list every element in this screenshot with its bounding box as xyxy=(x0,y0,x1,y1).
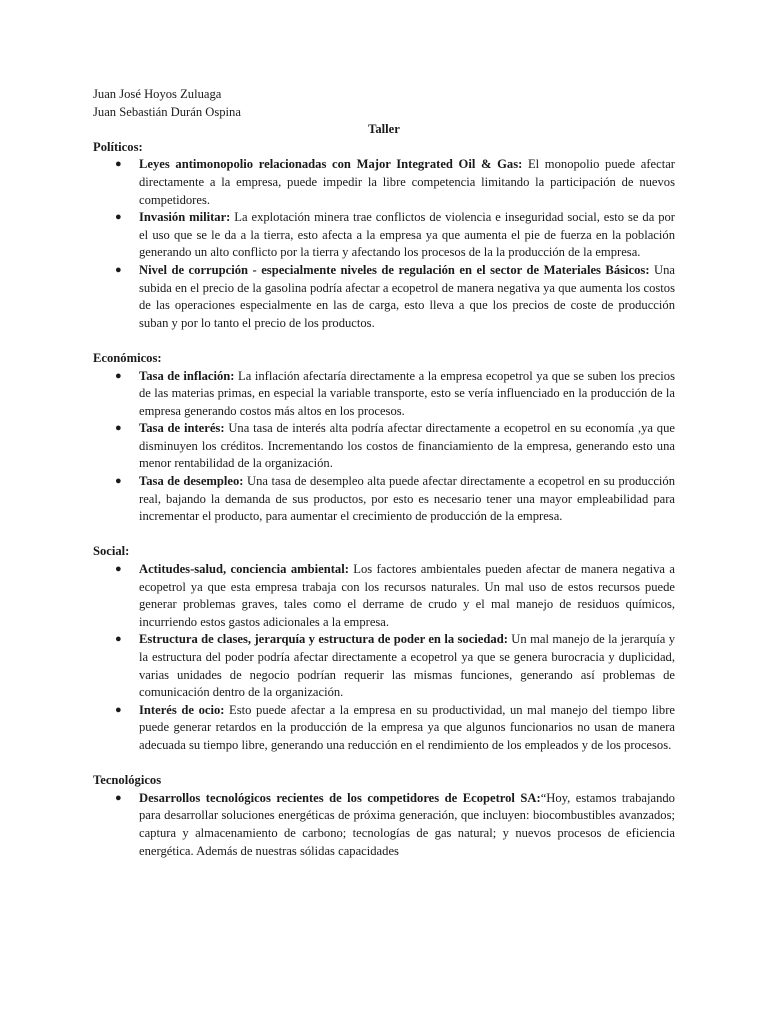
section-spacer xyxy=(93,526,675,544)
item-text: Una tasa de desempleo alta puede afectar directamente a ecopetrol en su producción real, bajando la demanda de sus productos, por esto es necesario tener una mayor empleabilidad para incrementar el producto, para aumentar el crecimiento de producción de la empresa. xyxy=(139,474,675,524)
item-text: Los factores ambientales pueden afectar de manera negativa a ecopetrol ya que esta empresa trabaja con los recursos naturales. Un mal uso de estos recursos puede generar problemas graves, tales como el derrame de crudo y el mal manejo de residuos químicos, incurriendo estos gastos adicionales a la empresa. xyxy=(139,562,675,629)
list-item xyxy=(93,209,675,262)
bullet-list xyxy=(93,156,675,332)
list-item xyxy=(93,631,675,701)
item-term: Estructura de clases, jerarquía y estructura de poder en la sociedad: xyxy=(139,632,508,647)
item-text: “Hoy, estamos trabajando para desarrollar soluciones energéticas de próxima generación, que incluyen: biocombustibles avanzados; captura y almacenamiento de carbono; tecnologías de gas natural; y nuevos procesos de eficiencia energética. Además de nuestras sólidas capacidades xyxy=(139,790,675,858)
section-spacer xyxy=(93,332,675,350)
item-text: Una subida en el precio de la gasolina podría afectar a ecopetrol de manera negativa ya que aumenta los costos de las operaciones especialmente en las de carga, esto lleva a que los precios de coste de producción suban y por lo tanto el precio de los productos. xyxy=(139,262,675,330)
section-heading: Políticos: xyxy=(93,139,143,154)
item-term: Tasa de inflación: xyxy=(139,368,235,383)
list-item xyxy=(93,368,675,421)
sections-container xyxy=(93,139,675,860)
section-spacer xyxy=(93,755,675,773)
list-item xyxy=(93,561,675,631)
item-term: Interés de ocio: xyxy=(139,702,225,717)
list-item xyxy=(93,473,675,526)
item-term: Nivel de corrupción - especialmente niveles de regulación en el sector de Materiales Básicos: xyxy=(139,262,650,277)
bullet-icon: ● xyxy=(115,633,122,646)
document-body xyxy=(93,86,675,860)
author-1: Juan José Hoyos Zuluaga xyxy=(93,87,222,101)
author-2: Juan Sebastián Durán Ospina xyxy=(93,104,241,119)
item-text: Un mal manejo de la jerarquía y la estructura del poder podría afectar directamente a ecopetrol ya que se genera burocracia y duplicidad, varias unidades de negocio podrían requerir las mismas funciones, generando así problemas de comunicación dentro de la organización. xyxy=(139,632,676,700)
bullet-icon: ● xyxy=(115,422,122,435)
section-heading: Social: xyxy=(93,544,130,559)
item-term: Leyes antimonopolio relacionadas con Major Integrated Oil & Gas: xyxy=(139,157,523,172)
bullet-icon: ● xyxy=(115,211,122,224)
item-text: Una tasa de interés alta podría afectar directamente a ecopetrol en su economía ,ya que disminuyen los créditos. Incrementando los costos de financiamiento de la empresa, generando esto una menor rentabilidad de la organización. xyxy=(139,421,675,471)
bullet-icon: ● xyxy=(115,791,122,804)
item-term: Actitudes-salud, conciencia ambiental: xyxy=(139,562,349,577)
item-text: La inflación afectaría directamente a la empresa ecopetrol ya que se suben los precios de las materias primas, en especial la variable transporte, esto se vería influenciado en la producción de la empresa generando costos más altos en los procesos. xyxy=(139,368,675,418)
list-item xyxy=(93,702,675,755)
item-term: Desarrollos tecnológicos recientes de los competidores de Ecopetrol SA: xyxy=(139,790,541,805)
bullet-icon: ● xyxy=(115,563,122,576)
section-heading: Económicos: xyxy=(93,350,162,365)
item-term: Tasa de interés: xyxy=(139,421,225,436)
list-item xyxy=(93,262,675,332)
item-text: El monopolio puede afectar directamente a la empresa, puede impedir la libre competencia limitando la participación de nuevos competidores. xyxy=(139,157,675,207)
bullet-list xyxy=(93,368,675,526)
item-term: Invasión militar: xyxy=(139,210,231,225)
section-heading: Tecnológicos xyxy=(93,773,162,788)
item-text: La explotación minera trae conflictos de violencia e inseguridad social, esto se da por el uso que se le da a la tierra, esto afecta a la empresa ya que aumenta el pie de fuerza en la población generando un alto conflicto por la tierra y afectando los procesos de la la producción de la empresa. xyxy=(139,210,675,260)
item-text: Esto puede afectar a la empresa en su productividad, un mal manejo del tiempo libre puede generar retardos en la producción de la empresa ya que algunos funcionarios no usan de manera adecuada su tiempo libre, generando una reducción en el rendimiento de los empleados y de los procesos. xyxy=(139,702,675,752)
bullet-icon: ● xyxy=(115,703,122,716)
bullet-icon: ● xyxy=(115,475,122,488)
bullet-icon: ● xyxy=(115,263,122,276)
bullet-icon: ● xyxy=(115,158,122,171)
list-item xyxy=(93,156,675,209)
list-item xyxy=(93,420,675,473)
bullet-list xyxy=(93,561,675,755)
document-title: Taller xyxy=(368,122,400,137)
item-term: Tasa de desempleo: xyxy=(139,474,244,489)
bullet-list xyxy=(93,790,675,860)
bullet-icon: ● xyxy=(115,369,122,382)
list-item xyxy=(93,790,675,860)
